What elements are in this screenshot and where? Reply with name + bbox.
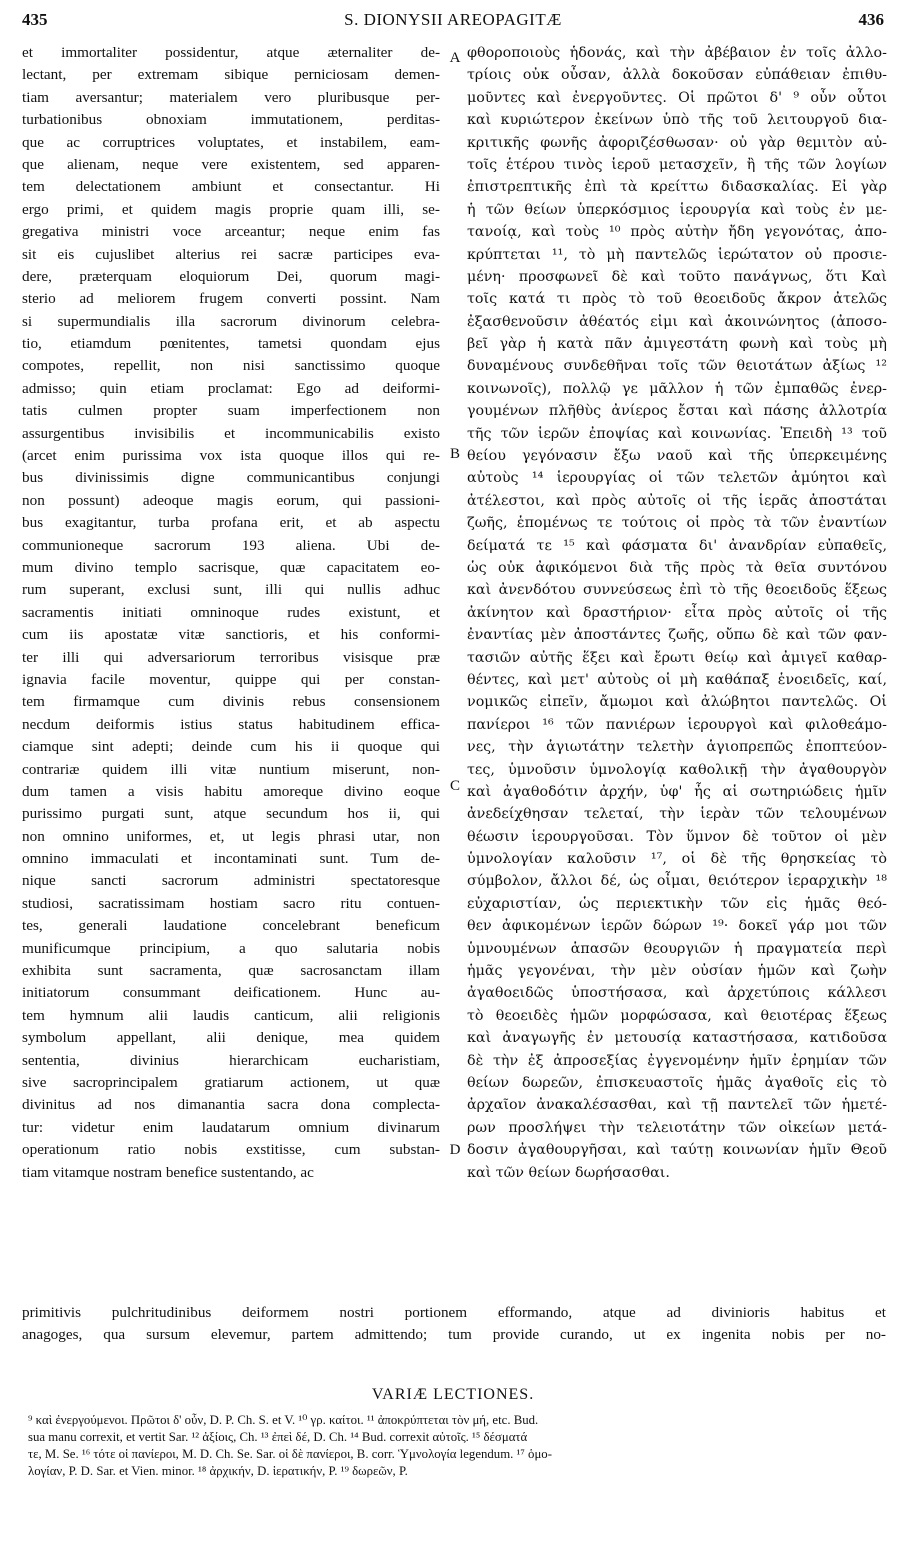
greek-text-line: δυναμένους συνδεθῆναι τοῖς τῶν θειοτάτων ἀξίως ¹² (467, 358, 887, 375)
latin-text-line: turbationibus obnoxiam immutationem, perditas- (22, 111, 440, 129)
greek-text-line: θέντες, καὶ μετ' αὐτοὺς οἱ μὴ καθάπαξ ἑνοειδεῖς, καί, (467, 671, 887, 688)
latin-text-line: bus exagitantur, turba profana erit, et ab aspectu (22, 514, 440, 532)
page-number-right: 436 (858, 10, 884, 29)
greek-text-line: φθοροποιοὺς ἡδονάς, καὶ τὴν ἀβέβαιον ἐν τοῖς ἀλλο- (467, 45, 887, 61)
greek-text-line: κοινωνοῖς), πολλῷ γε μᾶλλον ἡ τῶν ἐμπαθῶς ἐνερ- (467, 380, 887, 397)
greek-text-line: ἡμᾶς γεγονέναι, τὴν μὲν οὐσίαν ἡμῶν καὶ ζωὴν (467, 963, 887, 980)
full-width-text (22, 1302, 886, 1347)
note-line: sua manu correxit, et vertit Sar. ¹² ἀξίοις, Ch. ¹³ ἐπεὶ δέ, D. Ch. ¹⁴ Bud. correxit αὐτοῖς. ¹⁵ δέσματά (28, 1430, 528, 1444)
full-width-line: primitivis pulchritudinibus deiformem nostri portionem efformando, atque ad divinioris habitus et (22, 1304, 886, 1321)
greek-text-line: τασιῶν αὐτῆς ἕξει καὶ ἔρωτι θείῳ καὶ ἀμιγεῖ καθαρ- (467, 649, 887, 666)
greek-text-line: ἐναντίας μὲν ἀποστάντες ζωῆς, οὔπω δὲ καὶ τῶν φαν- (467, 627, 887, 644)
variae-lectiones-heading: VARIÆ LECTIONES. (371, 1386, 535, 1403)
greek-text-line: μένη· προσφωνεῖ δὲ καὶ τοῦτο πανάγνως, ὅτι Καὶ (467, 268, 887, 285)
latin-text-line: divinitus ad nos dimanantia sacra dona complecta- (22, 1096, 440, 1114)
latin-text-line: non possunt) adeoque magis eorum, qui passioni- (22, 491, 440, 509)
page-header (22, 10, 884, 38)
greek-text-line: τες, ὑμνοῦσιν ὑμνολογίᾳ καθολικῇ τὴν ἀγαθουργὸν (467, 761, 887, 778)
latin-text-line: symbolum appellant, alii denique, mea quidem (22, 1029, 440, 1047)
greek-text-line: ζωῆς, ἑπομένως τε τούτοις οἱ πρὸς τὰ τῶν ἐναντίων (467, 515, 887, 532)
greek-text-line: σύμβολον, ἄλλοι δέ, ὡς οἶμαι, θειότερον ἱεραρχικὴν ¹⁸ (467, 873, 887, 890)
latin-text-line: operationum ratio nobis exstitisse, cum substan- (22, 1141, 440, 1159)
latin-text-line: sit eis cujuslibet alterius rei sacræ participes eva- (22, 245, 440, 263)
latin-text-line: que ac corruptrices voluptates, et instabilem, eam- (22, 133, 440, 151)
latin-text-line: contrariæ quidem illi vitæ nuntium miserunt, non- (22, 760, 440, 778)
greek-text-line: δὲ τὴν ἐξ ἀπροσεξίας ἐγγενομένην ἡμῖν ἐρημίαν τῶν (467, 1052, 887, 1069)
greek-text-line: ἐξασθενοῦσιν ἀθέατός εἰμι καὶ ἀκοινώνητος (ἀποσο- (467, 313, 887, 330)
latin-text-line: tiam vitamque nostram benefice sustentando, ac (22, 1163, 314, 1181)
latin-text-line: dere, præterquam eloquiorum Dei, quorum magi- (22, 267, 440, 285)
latin-text-line: que alienam, neque vere existentem, sed apparen- (22, 155, 440, 173)
latin-column (22, 42, 440, 1184)
greek-text-line: τοῖς ἑτέρου τινὸς ἱεροῦ μετασχεῖν, ἢ τῆς τῶν λογίων (467, 156, 887, 173)
page-number-left: 435 (22, 10, 48, 29)
greek-text-line: πανίεροι ¹⁶ τῶν πανιέρων ἱερουργοὶ καὶ φιλοθεάμο- (467, 716, 887, 733)
variae-lectiones-notes (28, 1412, 880, 1480)
greek-text-line: ἀνεδείχθησαν τελεταί, τὴν ἱερὰν τῶν τελουμένων (467, 806, 887, 823)
greek-text-line: ὑμνουμένων ἁπασῶν θεουργιῶν ἡ πραγματεία περὶ (467, 940, 887, 957)
latin-text-line: studiosi, sacratissimam hostiam sacro ritu contuen- (22, 894, 440, 912)
note-line: λογίαν, P. D. Sar. et Vien. minor. ¹⁸ ἀρχικήν, D. ἱερατικήν, P. ¹⁹ δωρεῶν, P. (28, 1464, 408, 1478)
latin-text-line: ergo primi, et quidem magis proprie quam illi, se- (22, 200, 440, 218)
latin-text-line: tem hymnum alii laudis canticum, alii religionis (22, 1006, 440, 1024)
latin-text-line: nique sancti sacrorum administri spectatoresque (22, 872, 440, 890)
greek-text-line: νες, τὴν ἁγιωτάτην τελετὴν ἁγιοπρεπῶς ἐποπτεύον- (467, 739, 887, 756)
greek-text-line: ἡ τῶν θείων ὑπερκόσμιος ἱερουργία καὶ τοὺς ἐν με- (467, 201, 887, 218)
greek-text-line: βεῖ γὰρ ἡ κατὰ πᾶν ἀμιγεστάτη φωνὴ καὶ τοὺς μὴ (467, 336, 887, 353)
latin-text-line: rum superant, exclusi sunt, illi qui nullis adhuc (22, 581, 440, 599)
greek-text-line: δείματά τε ¹⁵ καὶ φάσματα δι' ἀνανδρίαν εὐπαθεῖς, (467, 537, 887, 554)
latin-text-line: assurgentibus invisibilis et incommunicabilis existo (22, 424, 440, 442)
latin-text-line: ciamque sint adepti; deinde cum his ii quoque qui (22, 738, 440, 756)
section-marker-b: B (449, 446, 460, 462)
running-title: S. DIONYSII AREOPAGITÆ (344, 10, 562, 29)
latin-text-line: sive sacroprincipalem gratiarum actionem, ut quæ (22, 1073, 440, 1091)
section-marker-d: D (449, 1142, 461, 1158)
latin-text-line: (arcet enim purissima vox ista quoque illos qui re- (22, 447, 440, 465)
greek-text-line: ἀτέλεστοι, καὶ πρὸς αὐτοῖς οἱ τῆς ἱερᾶς ἀποστάται (467, 492, 887, 509)
latin-text-line: sententia, divinius hierarchicam eucharistiam, (22, 1051, 440, 1069)
greek-text-line: κριτικῆς φωνῆς ἀφοριζέσθωσαν· οὐ γὰρ θεμιτὸν αὐ- (467, 134, 887, 151)
latin-text-line: communioneque sacrorum 193 aliena. Ubi de- (22, 536, 440, 554)
section-marker-a: A (449, 50, 461, 66)
latin-text-line: purissimo purgati sunt, atque secundum hos ii, qui (22, 805, 440, 823)
greek-text-line: τοῖς κατά τι πρὸς τὸ τοῦ θεοειδοῦς ἄκρον ἀτελῶς (467, 291, 887, 308)
greek-text-line: καὶ ἀγαθοδότιν ἀρχήν, ὑφ' ἧς αἱ σωτηριώδεις ἡμῖν (467, 783, 887, 800)
greek-text-line: καὶ κυριώτερον ἐκείνων ὑπὸ τῆς τοῦ λειτουργοῦ δια- (467, 112, 887, 129)
greek-text-line: καὶ ἀνενδότου συννεύσεως ἐπὶ τὸ τῆς θεοειδοῦς ἕξεως (467, 582, 887, 599)
latin-text-line: tio, etiamdum pœnitentes, tametsi quondam ejus (22, 335, 440, 353)
latin-text-line: tem delectationem ambiunt et consectantur. Hi (22, 178, 440, 196)
latin-text-line: munificumque principium, a quo salutaria nobis (22, 939, 440, 957)
latin-text-line: cum iis apostatæ vitæ sanctioris, et his conformi- (22, 626, 440, 644)
greek-text-line: ὑμνολογίαν καλοῦσιν ¹⁷, οἱ δὲ τῆς θρησκείας τὸ (467, 851, 887, 868)
greek-text-line: γουμένων πλῆθὺς ἀνίερος ἔσται καὶ πάσης ἀλλοτρία (467, 403, 887, 420)
note-line: ⁹ καὶ ἐνεργούμενοι. Πρῶτοι δ' οὖν, D. P. Ch. S. et V. ¹⁰ γρ. καίτοι. ¹¹ ἀποκρύπτεται τὸν μή, etc. Bud. (28, 1413, 539, 1427)
latin-text-line: tem firmamque cum divinis rebus consensionem (22, 693, 440, 711)
latin-text-line: si supermundialis illa sacrorum divinorum celebra- (22, 312, 440, 330)
greek-text-line: κρύπτεται ¹¹, τὸ μὴ παντελῶς ἱερώτατον οὐ προσιε- (467, 246, 887, 263)
latin-text-line: et immortaliter possidentur, atque æternaliter de- (22, 44, 440, 61)
greek-text-line: ὡς οὐκ ἀφικόμενοι διὰ τῆς πρὸς τὰ θεῖα συντόνου (467, 559, 887, 576)
greek-text-line: τρίοις οὐκ οὖσαν, ἀλλὰ δοκοῦσαν εὐπάθειαν ἐπιθυ- (467, 67, 887, 84)
greek-text-line: εὐχαριστίαν, ὡς περιεκτικὴν τῶν εἰς ἡμᾶς θεό- (467, 895, 887, 912)
greek-text-line: θεν ἀφικομένων ἱερῶν δώρων ¹⁹· δοκεῖ γάρ μοι τῶν (467, 918, 887, 935)
greek-text-line: ἀγαθοειδῶς ὑποστήσασα, καὶ ἀρχετύποις κάλλεσι (467, 985, 887, 1002)
greek-text-line: ἐπιστρεπτικῆς ἐπὶ τὰ κρείττω διδασκαλίας. Εἰ γὰρ (467, 179, 887, 196)
latin-text-line: compotes, repellit, non nisi sanctissimo quoque (22, 357, 440, 375)
note-line: τε, M. Se. ¹⁶ τότε οἱ πανίεροι, M. D. Ch. Se. Sar. οἱ δὲ πανίεροι, B. corr. Ὑμνολογία legendum. ¹⁷ ὁμο- (28, 1447, 552, 1461)
latin-text-line: non omnino uniformes, et, ut legis phrasi utar, non (22, 827, 440, 845)
latin-text-line: ter illi qui adversariorum terroribus visisque præ (22, 648, 440, 666)
greek-text-line: αὐτοὺς ¹⁴ ἱερουργίας οἱ τῶν τελετῶν ἀμύητοι καὶ (467, 470, 887, 487)
latin-text-line: omnino immaculati et incontaminati sunt. Tum de- (22, 850, 440, 868)
greek-text-line: δοσιν ἀγαθουργῆσαι, καὶ ταύτῃ κοινωνίαν ἡμῖν Θεοῦ (467, 1142, 887, 1159)
greek-text-line: θέωσιν ἱερουργοῦσαι. Τὸν ὕμνον δὲ τοῦτον οἱ μὲν (467, 828, 887, 845)
greek-text-line: ἀρχαῖον ἀνακαλέσασθαι, καὶ τῇ παντελεῖ τῶν ἡμετέ- (467, 1097, 887, 1114)
greek-text-line: θείου γεγόνασιν ἔξω ναοῦ καὶ τῆς ὑπερκειμένης (467, 448, 887, 465)
section-marker-c: C (449, 778, 460, 794)
greek-text-line: καὶ τῶν θείων δωρήσασθαι. (467, 1164, 670, 1181)
latin-text-line: bus divinissimis digne communicantibus conjungi (22, 469, 440, 487)
latin-text-line: tes, generali laudatione concelebrant beneficum (22, 917, 440, 935)
greek-text-line: ρων προσλήψει τὴν τελειοτάτην τῶν οἰκείων μετά- (467, 1119, 887, 1136)
latin-text-line: necdum deiformis istius status habitudinem effica- (22, 715, 440, 733)
latin-text-line: sterio ad meliorem frugem converti possint. Nam (22, 290, 440, 308)
latin-text-line: exhibita sunt sacramenta, quæ sacrosanctam illam (22, 962, 440, 980)
greek-text-line: τῆς τῶν ἱερῶν ἐποψίας καὶ κοινωνίας. Ἐπειδὴ ¹³ τοῦ (467, 425, 887, 442)
latin-text-line: ignavia facile moventur, quippe qui per constan- (22, 670, 440, 688)
greek-text-line: τανοίᾳ, καὶ τοὺς ¹⁰ πρὸς αὐτὴν ἤδη γεγονότας, ἀπο- (467, 224, 887, 241)
greek-text-line: καὶ ἀναγωγῆς ἐν μετουσίᾳ καταστήσασα, κατιδοῦσα (467, 1030, 887, 1047)
greek-text-line: τὸ θεοειδὲς ἡμῶν μορφώσασα, καὶ θειοτέρας ἕξεως (467, 1007, 887, 1024)
greek-text-line: νομικῶς εἰπεῖν, ἄμωμοι καὶ ἀλώβητοι παντελῶς. Οἱ (467, 694, 887, 711)
latin-text-line: mum divino templo sacrisque, quæ capacitatem eo- (22, 558, 440, 576)
latin-text-line: dum tamen a visis habitu amoreque divino eoque (22, 782, 440, 800)
greek-column (467, 42, 887, 1184)
full-width-line: anagoges, qua sursum elevemur, partem admittendo; tum provide curando, ut ex ingenita nobis per no- (22, 1326, 886, 1344)
latin-text-line: lectant, per extremam sibique perniciosam demen- (22, 66, 440, 84)
greek-text-line: ἀκίνητον καὶ δραστήριον· εἶτα πρὸς αὐτοῖς οἱ τῆς (467, 604, 887, 621)
latin-text-line: sacramentis initiati omninoque rudes existunt, et (22, 603, 440, 621)
latin-text-line: admisso; quin etiam proclamat: Ego ad deiformi- (22, 379, 440, 397)
greek-text-line: μοῦντες καὶ ἐνεργοῦντες. Οἱ πρῶτοι δ' ⁹ οὖν οὗτοι (467, 89, 887, 106)
latin-text-line: tiam aversantur; materialem vero pluribusque per- (22, 88, 440, 106)
latin-text-line: tur: videtur enim laudatarum omnium divinarum (22, 1118, 440, 1136)
latin-text-line: initiatorum consummant deificationem. Hunc au- (22, 984, 440, 1002)
latin-text-line: tatis culmen propter suam imperfectionem non (22, 402, 440, 420)
greek-text-line: θείων δωρεῶν, ἐπισκευαστοῖς ἡμᾶς ἀγαθοῖς εἰς τὸ (467, 1074, 887, 1091)
latin-text-line: gregativa ministri voce arceantur; neque enim fas (22, 223, 440, 241)
